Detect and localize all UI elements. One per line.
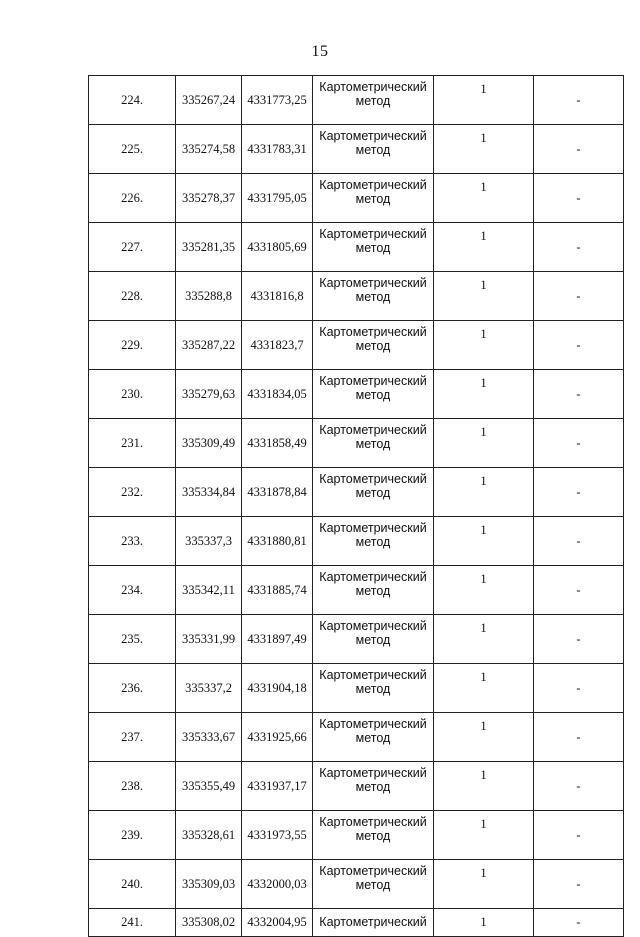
precision-cell: 1 (434, 370, 534, 419)
method-line-2: метод (355, 584, 391, 599)
x-coordinate-cell: 335308,02 (176, 909, 242, 937)
y-coordinate-cell: 4331904,18 (242, 664, 313, 713)
y-coordinate-cell: 4331783,31 (242, 125, 313, 174)
y-coordinate-cell: 4331925,66 (242, 713, 313, 762)
y-coordinate-cell: 4331773,25 (242, 76, 313, 125)
method-line-1: Картометрический (319, 178, 427, 192)
method-line-2: метод (355, 486, 391, 501)
x-coordinate-cell: 335309,49 (176, 419, 242, 468)
x-coordinate-cell: 335281,35 (176, 223, 242, 272)
y-coordinate-cell: 4331823,7 (242, 321, 313, 370)
method-cell (313, 223, 434, 272)
x-coordinate-cell: 335337,3 (176, 517, 242, 566)
precision-cell: 1 (434, 860, 534, 909)
precision-cell: 1 (434, 76, 534, 125)
point-number-cell: 231. (89, 419, 176, 468)
method-line-2: метод (355, 682, 391, 697)
method-cell (313, 272, 434, 321)
method-line-1: Картометрический (319, 668, 427, 682)
x-coordinate-cell: 335309,03 (176, 860, 242, 909)
point-number-cell: 234. (89, 566, 176, 615)
precision-cell: 1 (434, 566, 534, 615)
description-cell: - (534, 272, 624, 321)
point-number-cell: 230. (89, 370, 176, 419)
coordinates-table (88, 75, 624, 937)
description-cell: - (534, 370, 624, 419)
x-coordinate-cell: 335337,2 (176, 664, 242, 713)
method-cell (313, 762, 434, 811)
method-cell (313, 370, 434, 419)
point-number-cell: 235. (89, 615, 176, 664)
method-line-2: метод (355, 780, 391, 795)
description-cell: - (534, 713, 624, 762)
table-row (89, 566, 624, 615)
point-number-cell: 238. (89, 762, 176, 811)
x-coordinate-cell: 335334,84 (176, 468, 242, 517)
description-cell: - (534, 860, 624, 909)
method-line-1: Картометрический (319, 815, 427, 829)
y-coordinate-cell: 4332000,03 (242, 860, 313, 909)
x-coordinate-cell: 335355,49 (176, 762, 242, 811)
table-row (89, 860, 624, 909)
method-cell (313, 517, 434, 566)
method-line-2: метод (355, 94, 391, 109)
x-coordinate-cell: 335328,61 (176, 811, 242, 860)
point-number-cell: 224. (89, 76, 176, 125)
y-coordinate-cell: 4332004,95 (242, 909, 313, 937)
precision-cell: 1 (434, 223, 534, 272)
method-line-1: Картометрический (319, 472, 427, 486)
precision-cell: 1 (434, 664, 534, 713)
table-row (89, 468, 624, 517)
method-line-1: Картометрический (319, 619, 427, 633)
description-cell: - (534, 125, 624, 174)
table-row (89, 909, 624, 937)
method-cell (313, 321, 434, 370)
table-row (89, 272, 624, 321)
description-cell: - (534, 223, 624, 272)
method-line-1: Картометрический (319, 227, 427, 241)
table-row (89, 174, 624, 223)
x-coordinate-cell: 335267,24 (176, 76, 242, 125)
method-line-1: Картометрический (319, 766, 427, 780)
y-coordinate-cell: 4331805,69 (242, 223, 313, 272)
precision-cell: 1 (434, 713, 534, 762)
method-cell (313, 615, 434, 664)
method-cell (313, 566, 434, 615)
point-number-cell: 236. (89, 664, 176, 713)
y-coordinate-cell: 4331858,49 (242, 419, 313, 468)
point-number-cell: 241. (89, 909, 176, 937)
description-cell: - (534, 664, 624, 713)
table-row (89, 615, 624, 664)
table-row (89, 125, 624, 174)
description-cell: - (534, 321, 624, 370)
table-row (89, 223, 624, 272)
point-number-cell: 240. (89, 860, 176, 909)
table-row (89, 517, 624, 566)
table-row (89, 370, 624, 419)
y-coordinate-cell: 4331880,81 (242, 517, 313, 566)
precision-cell: 1 (434, 272, 534, 321)
method-line-1: Картометрический (319, 423, 427, 437)
y-coordinate-cell: 4331816,8 (242, 272, 313, 321)
point-number-cell: 228. (89, 272, 176, 321)
method-line-2: метод (355, 339, 391, 354)
point-number-cell: 225. (89, 125, 176, 174)
x-coordinate-cell: 335279,63 (176, 370, 242, 419)
precision-cell: 1 (434, 468, 534, 517)
x-coordinate-cell: 335287,22 (176, 321, 242, 370)
y-coordinate-cell: 4331973,55 (242, 811, 313, 860)
y-coordinate-cell: 4331897,49 (242, 615, 313, 664)
method-line-2: метод (355, 731, 391, 746)
page-number: 15 (311, 43, 329, 60)
precision-cell: 1 (434, 517, 534, 566)
x-coordinate-cell: 335278,37 (176, 174, 242, 223)
description-cell: - (534, 909, 624, 937)
method-line-2: метод (355, 633, 391, 648)
description-cell: - (534, 811, 624, 860)
method-line-1: Картометрический (319, 276, 427, 290)
y-coordinate-cell: 4331834,05 (242, 370, 313, 419)
method-cell (313, 811, 434, 860)
precision-cell: 1 (434, 909, 534, 937)
description-cell: - (534, 517, 624, 566)
description-cell: - (534, 76, 624, 125)
precision-cell: 1 (434, 174, 534, 223)
method-line-1: Картометрический (319, 129, 427, 143)
method-line-2: метод (355, 241, 391, 256)
method-line-1: Картометрический (319, 521, 427, 535)
x-coordinate-cell: 335288,8 (176, 272, 242, 321)
point-number-cell: 232. (89, 468, 176, 517)
table-row (89, 321, 624, 370)
point-number-cell: 239. (89, 811, 176, 860)
point-number-cell: 229. (89, 321, 176, 370)
method-line-1: Картометрический (319, 570, 427, 584)
table-row (89, 664, 624, 713)
coordinates-table-body (89, 76, 624, 937)
precision-cell: 1 (434, 811, 534, 860)
method-line-2: метод (355, 388, 391, 403)
method-cell (313, 909, 434, 937)
description-cell: - (534, 468, 624, 517)
y-coordinate-cell: 4331878,84 (242, 468, 313, 517)
description-cell: - (534, 615, 624, 664)
precision-cell: 1 (434, 615, 534, 664)
x-coordinate-cell: 335331,99 (176, 615, 242, 664)
precision-cell: 1 (434, 762, 534, 811)
description-cell: - (534, 566, 624, 615)
method-line-1: Картометрический (319, 80, 427, 94)
x-coordinate-cell: 335342,11 (176, 566, 242, 615)
method-line-2: метод (355, 878, 391, 893)
method-line-2: метод (355, 290, 391, 305)
method-cell (313, 713, 434, 762)
method-line-1: Картометрический (319, 717, 427, 731)
point-number-cell: 227. (89, 223, 176, 272)
point-number-cell: 237. (89, 713, 176, 762)
table-row (89, 76, 624, 125)
method-line-2: метод (355, 143, 391, 158)
table-row (89, 811, 624, 860)
precision-cell: 1 (434, 321, 534, 370)
method-line-2: метод (355, 192, 391, 207)
description-cell: - (534, 174, 624, 223)
description-cell: - (534, 762, 624, 811)
method-line-1: Картометрический (319, 864, 427, 878)
x-coordinate-cell: 335333,67 (176, 713, 242, 762)
y-coordinate-cell: 4331795,05 (242, 174, 313, 223)
method-line-2: метод (355, 437, 391, 452)
point-number-cell: 226. (89, 174, 176, 223)
precision-cell: 1 (434, 419, 534, 468)
y-coordinate-cell: 4331937,17 (242, 762, 313, 811)
description-cell: - (534, 419, 624, 468)
method-cell (313, 860, 434, 909)
method-cell (313, 664, 434, 713)
method-cell (313, 419, 434, 468)
method-line-2: метод (355, 535, 391, 550)
precision-cell: 1 (434, 125, 534, 174)
method-line-2: метод (355, 829, 391, 844)
table-row (89, 419, 624, 468)
method-line-1: Картометрический (319, 374, 427, 388)
table-row (89, 762, 624, 811)
method-cell (313, 174, 434, 223)
method-cell (313, 468, 434, 517)
method-line-1: Картометрический (319, 915, 427, 930)
y-coordinate-cell: 4331885,74 (242, 566, 313, 615)
x-coordinate-cell: 335274,58 (176, 125, 242, 174)
method-line-1: Картометрический (319, 325, 427, 339)
method-cell (313, 125, 434, 174)
point-number-cell: 233. (89, 517, 176, 566)
method-cell (313, 76, 434, 125)
table-row (89, 713, 624, 762)
